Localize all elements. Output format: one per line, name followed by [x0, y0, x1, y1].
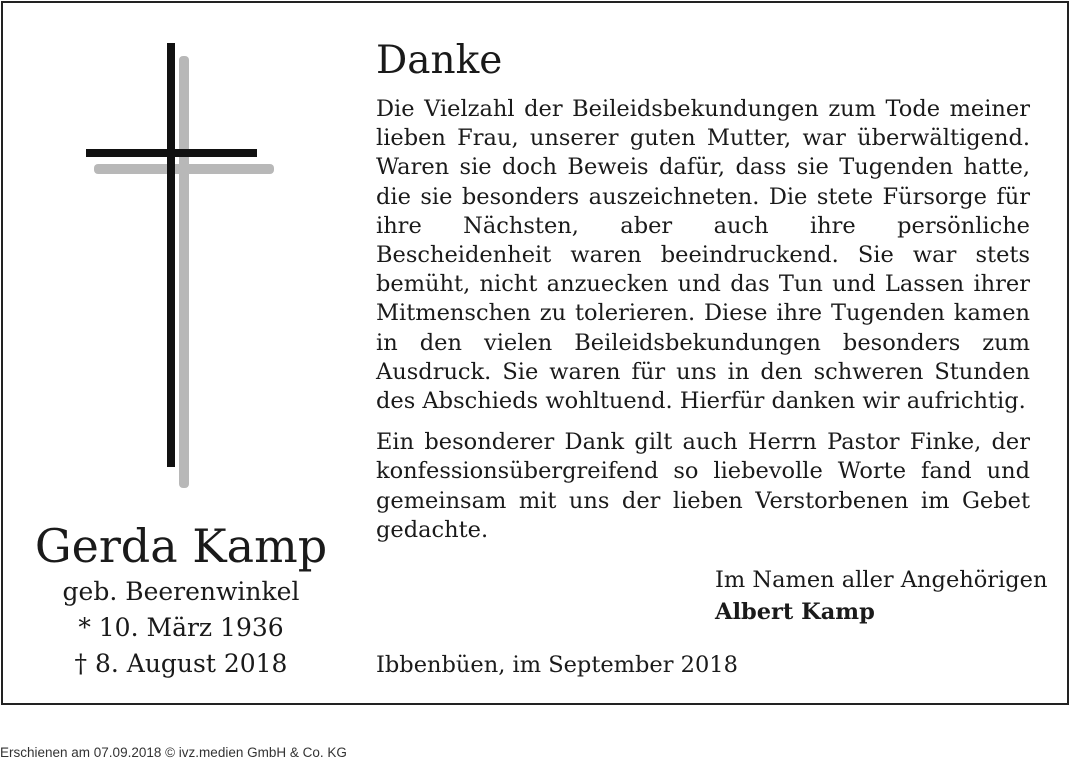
birth-date: * 10. März 1936 — [78, 613, 284, 642]
thanks-text — [376, 37, 1030, 557]
deceased-info — [3, 518, 359, 682]
paragraph-pastor: Ein besonderer Dank gilt auch Herrn Pastor Finke, der konfessionsübergreifend so liebevolle Worte fand und gemeinsam mit uns der lieben Verstorbenen im Gebet gedachte. — [376, 429, 1030, 543]
signer-name: Albert Kamp — [715, 599, 875, 625]
signature-intro: Im Namen aller Angehörigen — [715, 567, 1048, 593]
cross-icon — [3, 3, 303, 503]
paragraph-thanks: Die Vielzahl der Beileidsbekundungen zum Tode meiner lieben Frau, unserer guten Mutter, war überwältigend. Waren sie doch Beweis dafür, dass sie Tugenden hatte, die sie besonders auszeichneten. Die stete Fürsorge für ihre Nächsten, aber auch ihre persönliche Bescheidenheit waren beeindruckend. Sie war stets bemüht, nicht anzuecken und das Tun und Lassen ihrer Mitmenschen zu tolerieren. Diese ihre Tugenden kamen in den vielen Beileidsbekundungen besonders zum Ausdruck. Sie waren für uns in den schweren Stunden des Abschieds wohltuend. Hierfür danken wir aufrichtig. — [376, 96, 1030, 415]
heading: Danke — [376, 38, 503, 83]
death-date: † 8. August 2018 — [74, 649, 288, 678]
place-date: Ibbenbüen, im September 2018 — [376, 652, 738, 678]
obituary-notice — [1, 1, 1069, 705]
deceased-name: Gerda Kamp — [34, 519, 328, 573]
publication-footer: Erschienen am 07.09.2018 © ivz.medien GmbH & Co. KG — [0, 745, 347, 760]
maiden-name: geb. Beerenwinkel — [62, 577, 300, 606]
signature-block — [715, 564, 1047, 628]
